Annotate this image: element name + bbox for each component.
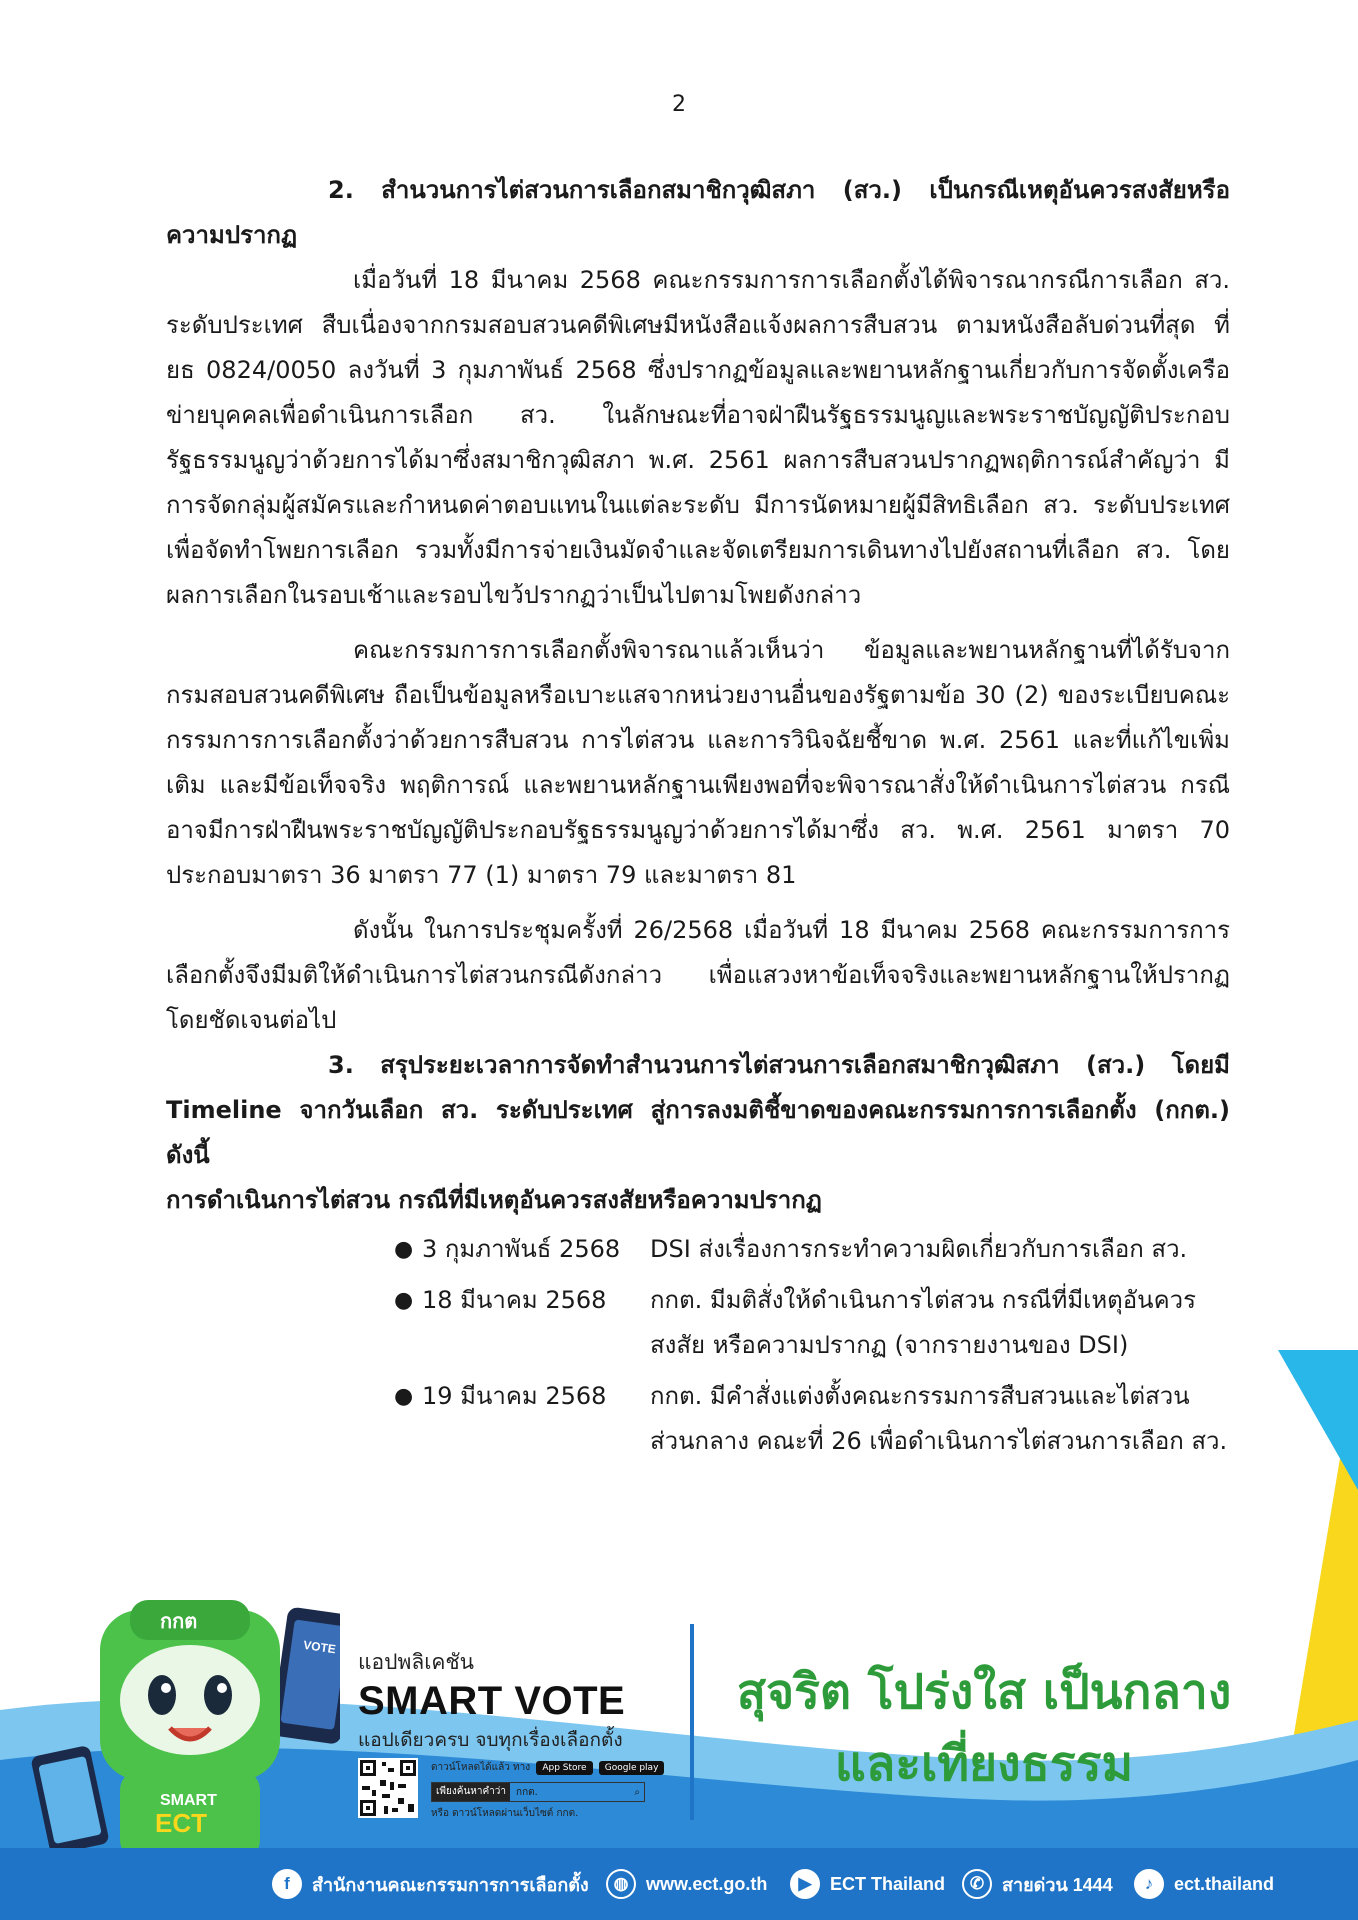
- tiktok-icon: ♪: [1134, 1869, 1164, 1899]
- youtube-link[interactable]: [790, 1848, 945, 1920]
- search-hint: [431, 1782, 645, 1802]
- search-icon: ⌕: [634, 1786, 640, 1798]
- section2-heading: 2. สำนวนการไต่สวนการเลือกสมาชิกวุฒิสภา (สว.) เป็นกรณีเหตุอันควรสงสัยหรือความปรากฏ: [166, 176, 1230, 249]
- slogan-line-2: และเที่ยงธรรม: [834, 1736, 1134, 1792]
- mascot-badge-text: กกต: [160, 1609, 198, 1633]
- app-prefix: แอปพลิเคชัน: [358, 1650, 475, 1674]
- bullet-icon: ●: [394, 1237, 414, 1262]
- slogan-line-1: สุจริต โปร่งใส เป็นกลาง: [736, 1664, 1232, 1720]
- app-name: SMART VOTE: [358, 1679, 626, 1723]
- tiktok-link[interactable]: [1134, 1848, 1274, 1920]
- search-label: เพียงค้นหาคำว่า: [432, 1783, 510, 1801]
- contact-bar: [0, 1848, 1358, 1920]
- page-number: 2: [672, 92, 686, 117]
- timeline-date: 3 กุมภาพันธ์ 2568: [422, 1235, 621, 1263]
- timeline-desc: DSI ส่งเรื่องการกระทำความผิดเกี่ยวกับการเลือก สว.: [650, 1235, 1188, 1263]
- timeline-date: 18 มีนาคม 2568: [422, 1286, 607, 1314]
- timeline-date: 19 มีนาคม 2568: [422, 1382, 607, 1410]
- document-body: [166, 168, 1230, 1470]
- hotline-link[interactable]: [962, 1848, 1113, 1920]
- google-play-button[interactable]: Google play: [599, 1761, 665, 1775]
- timeline-subheading: การดำเนินการไต่สวน กรณีที่มีเหตุอันควรสงสัยหรือความปรากฏ: [166, 1186, 822, 1214]
- section2-paragraph-1: เมื่อวันที่ 18 มีนาคม 2568 คณะกรรมการการเลือกตั้งได้พิจารณากรณีการเลือก สว. ระดับประเทศ สืบเนื่องจากกรมสอบสวนคดีพิเศษมีหนังสือแจ้งผลการสืบสวน ตามหนังสือลับด่วนที่สุด ที่ ยธ 0824/0050 ลงวันที่ 3 กุมภาพันธ์ 2568 ซึ่งปรากฏข้อมูลและพยานหลักฐานเกี่ยวกับการจัดตั้งเครือข่ายบุคคลเพื่อดำเนินการเลือก สว. ในลักษณะที่อาจฝ่าฝืนรัฐธรรมนูญและพระราชบัญญัติประกอบรัฐธรรมนูญว่าด้วยการได้มาซึ่งสมาชิกวุฒิสภา พ.ศ. 2561 ผลการสืบสวนปรากฏพฤติการณ์สำคัญว่า มีการจัดกลุ่มผู้สมัครและกำหนดค่าตอบแทนในแต่ละระดับ มีการนัดหมายผู้มีสิทธิเลือก สว. ระดับประเทศเพื่อจัดทำโพยการเลือก รวมทั้งมีการจ่ายเงินมัดจำและจัดเตรียมการเดินทางไปยังสถานที่เลือก สว. โดยผลการเลือกในรอบเช้าและรอบไขว้ปรากฏว่าเป็นไปตามโพยดังกล่าว: [166, 266, 1230, 609]
- download-line: [431, 1760, 664, 1775]
- mascot-label-smart: SMART: [160, 1792, 217, 1809]
- slogan: [704, 1656, 1264, 1800]
- mascot-label-ect: ECT: [155, 1808, 207, 1838]
- youtube-text: ECT Thailand: [830, 1873, 946, 1894]
- app-store-button[interactable]: App Store: [536, 1761, 592, 1775]
- website-text: www.ect.go.th: [646, 1873, 768, 1894]
- tiktok-text: ect.thailand: [1174, 1873, 1275, 1894]
- website-link[interactable]: [606, 1848, 767, 1920]
- section2-paragraph-3: ดังนั้น ในการประชุมครั้งที่ 26/2568 เมื่อวันที่ 18 มีนาคม 2568 คณะกรรมการการเลือกตั้งจึงมีมติให้ดำเนินการไต่สวนกรณีดังกล่าว เพื่อแสวงหาข้อเท็จจริงและพยานหลักฐานให้ปรากฏโดยชัดเจนต่อไป: [166, 916, 1230, 1034]
- mascot-illustration: [10, 1600, 340, 1860]
- facebook-text: สำนักงานคณะกรรมการการเลือกตั้ง: [312, 1874, 589, 1895]
- play-icon: ▶: [790, 1869, 820, 1899]
- timeline-desc: กกต. มีคำสั่งแต่งตั้งคณะกรรมการสืบสวนและไต่สวนส่วนกลาง คณะที่ 26 เพื่อดำเนินการไต่สวนการเลือก สว.: [650, 1382, 1228, 1455]
- section3-heading: 3. สรุประยะเวลาการจัดทำสำนวนการไต่สวนการเลือกสมาชิกวุฒิสภา (สว.) โดยมี Timeline จากวันเลือก สว. ระดับประเทศ สู่การลงมติชี้ขาดของคณะกรรมการการเลือกตั้ง (กกต.) ดังนี้: [166, 1051, 1230, 1169]
- phone-icon: ✆: [962, 1869, 992, 1899]
- app-tagline: แอปเดียวครบ จบทุกเรื่องเลือกตั้ง: [358, 1729, 623, 1751]
- qr-code-icon[interactable]: [358, 1758, 418, 1818]
- section2-paragraph-2: คณะกรรมการการเลือกตั้งพิจารณาแล้วเห็นว่า ข้อมูลและพยานหลักฐานที่ได้รับจากกรมสอบสวนคดีพิเศษ ถือเป็นข้อมูลหรือเบาะแสจากหน่วยงานอื่นของรัฐตามข้อ 30 (2) ของระเบียบคณะกรรมการการเลือกตั้งว่าด้วยการสืบสวน การไต่สวน และการวินิจฉัยชี้ขาด พ.ศ. 2561 และที่แก้ไขเพิ่มเติม และมีข้อเท็จจริง พฤติการณ์ และพยานหลักฐานเพียงพอที่จะพิจารณาสั่งให้ดำเนินการไต่สวน กรณีอาจมีการฝ่าฝืนพระราชบัญญัติประกอบรัฐธรรมนูญว่าด้วยการได้มาซึ่ง สว. พ.ศ. 2561 มาตรา 70 ประกอบมาตรา 36 มาตรา 77 (1) มาตรา 79 และมาตรา 81: [166, 636, 1230, 889]
- app-promo: [358, 1646, 658, 1755]
- timeline-desc: กกต. มีมติสั่งให้ดำเนินการไต่สวน กรณีที่มีเหตุอันควรสงสัย หรือความปรากฏ (จากรายงานของ DSI): [650, 1286, 1197, 1359]
- bullet-icon: ●: [394, 1384, 414, 1409]
- bullet-icon: ●: [394, 1288, 414, 1313]
- hotline-text: สายด่วน 1444: [1002, 1874, 1113, 1895]
- facebook-link[interactable]: [272, 1848, 589, 1920]
- globe-icon: ◍: [606, 1869, 636, 1899]
- search-value: กกต.: [516, 1786, 538, 1798]
- web-download-text: หรือ ดาวน์โหลดผ่านเว็บไซต์ กกต.: [431, 1808, 579, 1819]
- timeline-item: [394, 1227, 1230, 1272]
- cyan-stripe-decoration: [1278, 1350, 1358, 1490]
- banner-divider: [690, 1624, 694, 1820]
- phone-screen-text: VOTE: [302, 1637, 337, 1657]
- download-label: ดาวน์โหลดได้แล้ว ทาง: [431, 1762, 531, 1773]
- facebook-icon: f: [272, 1869, 302, 1899]
